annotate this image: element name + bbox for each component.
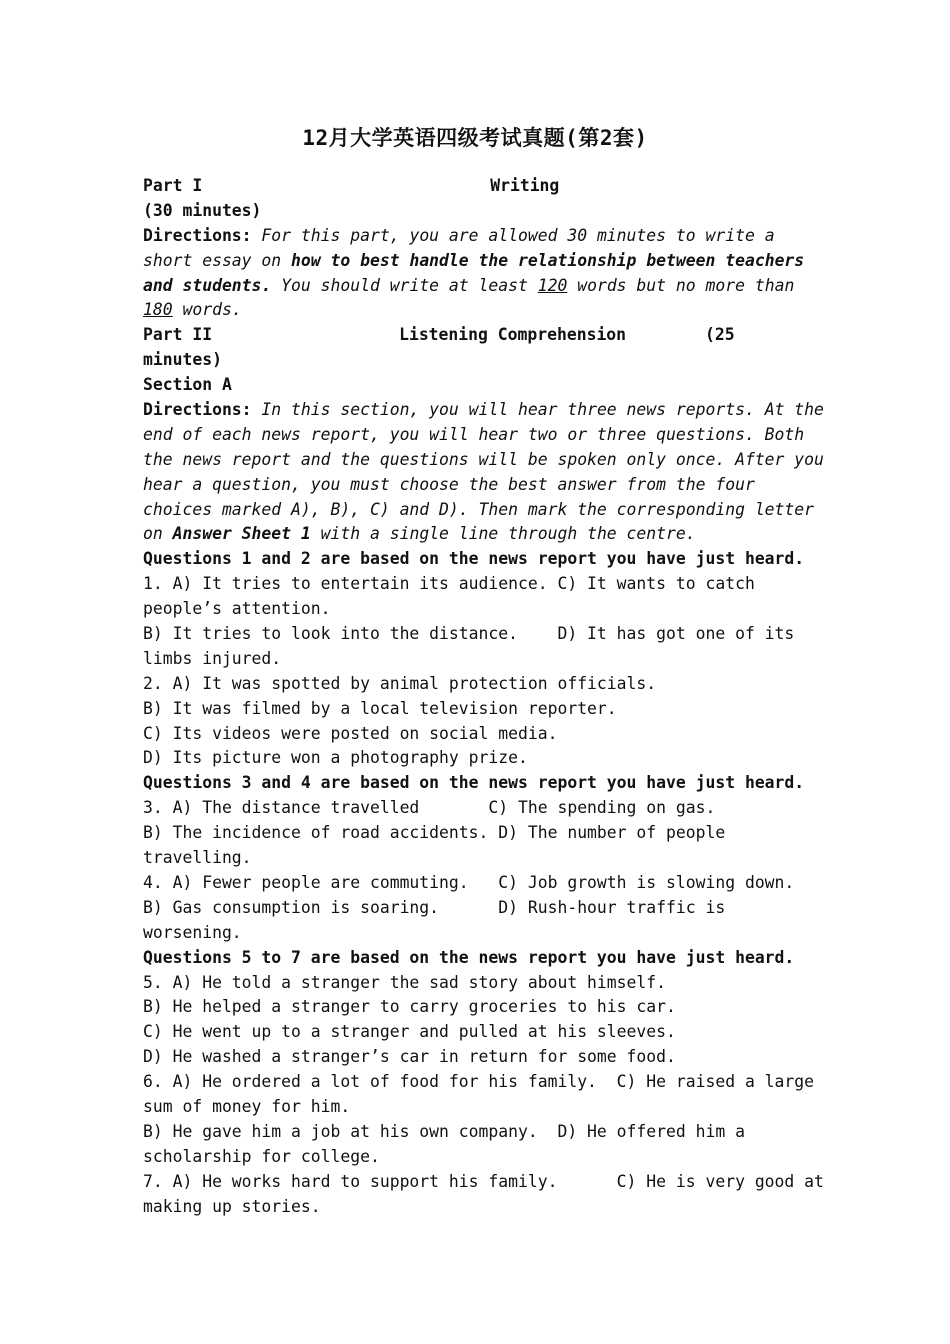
part2-time-a: (25	[705, 325, 735, 345]
part1-directions-line-3: and students. You should write at least 120 words but no more than	[143, 275, 795, 295]
question-2-option-a: 2. A) It was spotted by animal protection officials.	[143, 673, 657, 693]
part2-time-b: minutes)	[143, 350, 222, 370]
max-words: 180	[143, 300, 173, 320]
question-7-options-line: making up stories.	[143, 1196, 321, 1216]
part2-directions-line-6: on Answer Sheet 1 with a single line through the centre.	[143, 524, 696, 544]
question-4-options-line: B) Gas consumption is soaring. D) Rush-hour traffic is	[143, 897, 726, 917]
directions-label: Directions:	[143, 400, 252, 420]
part2-name: Listening Comprehension	[399, 325, 627, 345]
part1-name: Writing	[490, 176, 560, 195]
part1-directions-line-4: 180 words.	[143, 300, 242, 320]
part1-label: Part I	[143, 176, 203, 195]
question-6-options-line: scholarship for college.	[143, 1146, 380, 1166]
question-3-options-line: 3. A) The distance travelled C) The spending on gas.	[143, 798, 716, 818]
part2-directions-line-5: choices marked A), B), C) and D). Then mark the corresponding letter	[143, 499, 815, 519]
question-5-option-c: C) He went up to a stranger and pulled at his sleeves.	[143, 1022, 676, 1042]
question-7-options-line: 7. A) He works hard to support his family. C) He is very good at	[143, 1171, 824, 1191]
question-1-options-line: B) It tries to look into the distance. D) It has got one of its	[143, 624, 795, 644]
directions-label: Directions:	[143, 225, 252, 245]
part2-directions-line-1: Directions: In this section, you will hear three news reports. At the	[143, 400, 824, 420]
part2-header	[143, 323, 815, 348]
question-6-options-line: 6. A) He ordered a lot of food for his family. C) He raised a large	[143, 1072, 815, 1092]
question-2-option-d: D) Its picture won a photography prize.	[143, 748, 528, 768]
answer-sheet-ref: Answer Sheet 1	[172, 524, 311, 544]
question-group-heading: Questions 3 and 4 are based on the news report you have just heard.	[143, 773, 805, 793]
part1-time: (30 minutes)	[143, 200, 262, 220]
part2-directions-line-2: end of each news report, you will hear two or three questions. Both	[143, 424, 805, 444]
part1-directions-line-1: Directions: For this part, you are allowed 30 minutes to write a	[143, 225, 775, 245]
question-3-options-line: B) The incidence of road accidents. D) The number of people	[143, 823, 726, 843]
part2-label: Part II	[143, 325, 213, 345]
question-5-option-a: 5. A) He told a stranger the sad story about himself.	[143, 972, 667, 992]
part2-directions-line-3: the news report and the questions will be spoken only once. After you	[143, 449, 824, 469]
question-2-option-b: B) It was filmed by a local television reporter.	[143, 698, 617, 718]
question-5-option-d: D) He washed a stranger’s car in return for some food.	[143, 1047, 676, 1067]
question-1-options-line: people’s attention.	[143, 599, 331, 619]
exam-content	[143, 174, 824, 1219]
question-4-options-line: 4. A) Fewer people are commuting. C) Job growth is slowing down.	[143, 872, 795, 892]
question-1-options-line: limbs injured.	[143, 648, 282, 668]
essay-topic: how to best handle the relationship between teachers	[291, 250, 805, 270]
essay-topic-end: and students.	[143, 275, 272, 295]
part1-header	[143, 174, 815, 199]
page-title: 12月大学英语四级考试真题(第2套)	[302, 126, 648, 150]
question-4-options-line: worsening.	[143, 922, 242, 942]
question-3-options-line: travelling.	[143, 848, 252, 868]
question-group-heading: Questions 5 to 7 are based on the news report you have just heard.	[143, 947, 795, 967]
question-6-options-line: sum of money for him.	[143, 1096, 351, 1116]
question-6-options-line: B) He gave him a job at his own company. D) He offered him a	[143, 1121, 745, 1141]
question-1-options-line: 1. A) It tries to entertain its audience. C) It wants to catch	[143, 574, 755, 594]
part2-directions-line-4: hear a question, you must choose the best answer from the four	[143, 474, 755, 494]
question-5-option-b: B) He helped a stranger to carry groceries to his car.	[143, 997, 676, 1017]
part1-directions-line-2: short essay on how to best handle the relationship between teachers	[143, 250, 805, 270]
question-2-option-c: C) Its videos were posted on social media.	[143, 723, 558, 743]
section-a-heading: Section A	[143, 375, 232, 395]
min-words: 120	[537, 275, 568, 295]
question-group-heading: Questions 1 and 2 are based on the news report you have just heard.	[143, 549, 805, 569]
